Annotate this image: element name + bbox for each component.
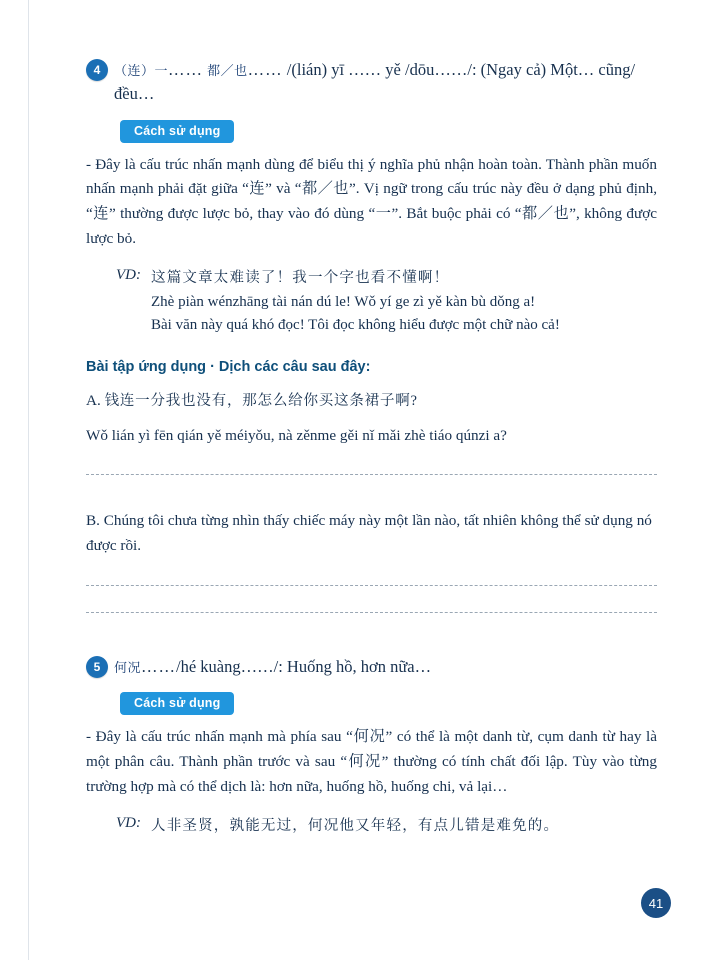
example-lines [151,815,657,838]
answer-line-b-1[interactable] [86,585,657,586]
entry-title-vietnamese: : Huống hồ, hơn nữa… [278,656,432,676]
entry-5-heading [86,655,657,679]
entry-4-heading [86,58,657,106]
exercise-item-b [86,509,657,558]
exercise-a-pinyin: Wǒ lián yì fēn qián yě méiyǒu, nà zěnme gěi nǐ mǎi zhè tiáo qúnzi a? [86,426,507,444]
example-label: VD: [116,815,141,832]
entry-number-badge: 5 [86,656,108,678]
usage-tag: Cách sử dụng [120,692,234,715]
entry-title-dots-1: …… [141,656,177,676]
entry-5-explanation: - Đây là cấu trúc nhấn mạnh mà phía sau “何况” có thể là một danh từ, cụm danh từ hay là một phân câu. Thành phần trước và sau “何况” thường có tính chất đối lập. Tùy vào từng trường hợp mà có thể dịch là: hơn nữa, huống hồ, huống chi, vả lại… [86,728,657,795]
entry-title [114,58,657,106]
example-vietnamese: Bài văn này quá khó đọc! Tôi đọc không hiểu được một chữ nào cả! [151,316,560,333]
entry-title-pinyin: /(lián) yī …… yě /dōu……/ [286,60,472,79]
entry-title-chinese-open: （连）一 [114,63,169,78]
example-lines [151,267,657,337]
example-label: VD: [116,267,141,284]
page-gutter-line [28,0,29,960]
page-content [86,58,657,839]
exercise-a-label: A. [86,392,101,410]
exercise-b-label: B. [86,512,100,530]
exercise-b-vietnamese: Chúng tôi chưa từng nhìn thấy chiếc máy này một lần nào, tất nhiên không thể sử dụng nó được rồi. [86,512,652,554]
entry-number-badge: 4 [86,59,108,81]
exercise-heading: Bài tập ứng dụng · Dịch các câu sau đây: [86,359,371,376]
entry-title-chinese-open: 何况 [114,659,142,675]
example-pinyin: Zhè piàn wénzhāng tài nán dú le! Wǒ yí ge zì yě kàn bù dǒng a! [151,293,536,310]
entry-5-example [86,815,657,838]
page-number-badge: 41 [641,888,671,918]
entry-4-example [86,267,657,337]
exercise-item-a [86,389,657,414]
example-chinese: 人非圣贤，孰能无过，何况他又年轻，有点儿错是难免的。 [151,818,560,835]
usage-tag-wrap-5 [120,692,657,715]
entry-title-pinyin: /hé kuàng……/ [176,656,279,676]
entry-title [114,655,431,679]
entry-4-explanation: - Đây là cấu trúc nhấn mạnh dùng để biểu thị ý nghĩa phủ nhận hoàn toàn. Thành phần muốn nhấn mạnh phải đặt giữa “连” và “都／也”. Vị ngữ trong cấu trúc này đều ở dạng phủ định, “连” thường được lược bỏ, thay vào đó dùng “一”. Bắt buộc phải có “都／也”, không được lược bỏ. [86,155,657,247]
entry-title-vietnamese: : (Ngay cả) Một… cũng/đều… [114,60,636,103]
exercise-a-pinyin-line [86,424,657,449]
usage-tag-wrap-4 [120,120,657,143]
usage-tag: Cách sử dụng [120,120,234,143]
entry-title-chinese-mid: 都／也 [207,63,248,78]
example-chinese: 这篇文章太难读了！我一个字也看不懂啊！ [151,270,450,287]
entry-title-dots-2: …… [247,60,283,79]
entry-title-dots-1: …… [168,60,204,79]
exercise-a-chinese: 钱连一分我也没有，那怎么给你买这条裙子啊? [104,393,418,410]
